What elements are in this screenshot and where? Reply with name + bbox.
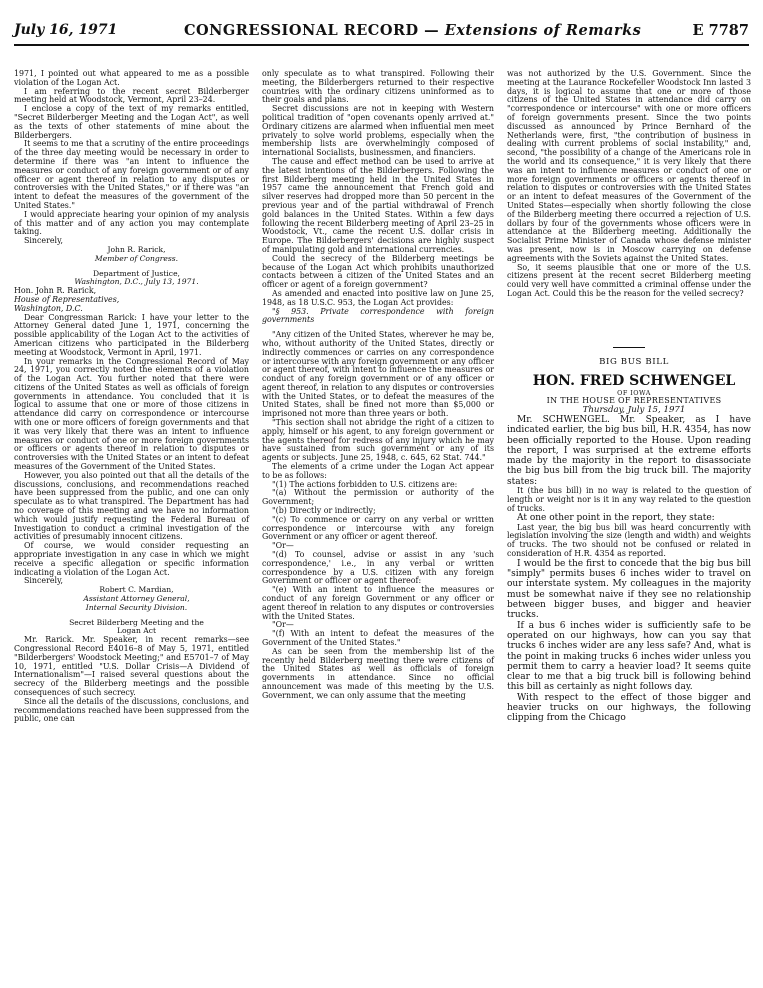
col3-paragraph-1: was not authorized by the U.S. Government. Since the meeting at the Laurance Rockefeller Woodstock Inn lasted 3 days, it is logical to assume that one or more of those citizens of the United States in attendance did carry on "correspondence or intercourse" with one or more officers of foreign governments present. Since the two points discussed as announced by Prince Bernhard of the Netherlands were, first, "the contribution of business in dealing with current problems of social instability," and, second, "the possibility of a change of the Americans role in the world and its consequence," it is very likely that there was an intent to influence measures or conduct of one or more foreign governments or officers or agents thereof in relation to disputes or controversies with the United States or an intent to defeat measures of the Government of the United States—especially when shortly following the close of the Bilderberg meeting there occurred a rejection of U.S. dollars by four of the governments whose officers were in attendance at the Bilderberg meeting. Additionally the Socialist Prime Minister of Canada whose defense minister was present, now is in Moscow carrying on defense agreements with the Soviets against the United States. [507, 69, 751, 263]
big-bus-remarks [507, 415, 751, 487]
col2-paragraph-4: Could the secrecy of the Bilderberg meetings be because of the Logan Act which prohibits unauthorized contacts between a citizen of the United States and an officer or agent of a foreign government? [262, 253, 494, 290]
header-title-main: CONGRESSIONAL RECORD [184, 22, 419, 39]
col1-paragraph-3: I enclose a copy of the text of my remarks entitled, "Secret Bilderberger Meeting and the Logan Act", as well as the texts of other statements of mine about the Bilderbergers. [14, 104, 249, 140]
subheading-line-2: Logan Act [116, 626, 157, 636]
col1-paragraph-10: Mr. Rarick. Mr. Speaker, in recent remarks—see Congressional Record E4016–8 of May 5, 1971, entitled "Bilderbergers' Woodstock Meeting;" and E5701–7 of May 10, 1971, entitled "U.S. Dollar Crisis—A Dividend of Internationalism"—I raised several questions about the secrecy of the Bilderberg meetings and the possible consequences of such secrecy. [14, 635, 249, 697]
address-line-3: Washington, D.C. [14, 303, 83, 313]
hearing-date: Thursday, July 15, 1971 [582, 405, 686, 416]
col1-paragraph-4: It seems to me that a scrutiny of the entire proceedings of the three day meeting would be necessary in order to determine if there was "an intent to influence the measures or conduct of any foreign government or of any officer or agent thereof in relation to any disputes or controversies with the United States," or if there was "an intent to defeat the measures of the government of the United States." [14, 139, 249, 210]
col2-paragraph-5: As amended and enacted into positive law on June 25, 1948, as 18 U.S.C. 953, the Logan Act provides: [262, 288, 494, 307]
col2-paragraph-7: As can be seen from the membership list of the recently held Bilderberg meeting there were citizens of the United States as well as officials of foreign governments in attendance. Since no official announcement was made of this meeting by the U.S. Government, we can only assume that the meeting [262, 646, 494, 700]
column-3 [507, 70, 751, 724]
col2-paragraph-2: Secret discussions are not in keeping with Western political tradition of "open covenants openly arrived at." Ordinary citizens are alarmed when influential men meet privately to solve world problems, especially when the membership lists are overwhelmingly composed of international Socialists, businessmen, and financiers. [262, 104, 494, 158]
signature-mardian-title-1: Assistant Attorney General, [83, 594, 190, 604]
law-quote-2: "This section shall not abridge the right of a citizen to apply, himself or his agent, to any foreign government or the agents thereof for redress of any injury which he may have sustained from such government or any of its agents or subjects. June 25, 1948, c. 645, 62 Stat. 744." [262, 418, 494, 463]
element-c: "(c) To commence or carry on any verbal or written correspondence or intercourse with any foreign Government or any officer or agent thereof. [262, 514, 494, 542]
signature-mardian-name: Robert C. Mardian, [99, 585, 174, 595]
col2-paragraph-1: only speculate as to what transpired. Following their meeting, the Bilderbergers returned to their respective countries with the ordinary citizens uninformed as to their goals and plans. [262, 69, 494, 105]
header-date: July 16, 1971 [14, 22, 118, 38]
col1-paragraph-7: In your remarks in the Congressional Record of May 24, 1971, you correctly noted the elements of a violation of the Logan Act. You further noted that there were citizens of the United States as well as officials of foreign governments in attendance. You concluded that it is logical to assume that one or more of those citizens in attendance did carry on correspondence or intercourse with one or more officers of foreign governments and that it was very likely that there was an intent to influence measures or conduct of one or more foreign governments or officers or agents thereof in relation to disputes or controversies with the United States or an intent to defeat measures of the Government of the United States. [14, 356, 249, 472]
bus-paragraph-5: With respect to the effect of those bigger and heavier trucks on our highways, the following clipping from the Chicago [507, 692, 751, 724]
speaker-name: HON. FRED SCHWENGEL [532, 372, 736, 389]
header-title-section: Extensions of Remarks [444, 22, 642, 39]
element-f: "(f) With an intent to defeat the measures of the Government of the United States." [262, 629, 494, 647]
col2-paragraph-3: The cause and effect method can be used to arrive at the latest intentions of the Bilderbergers. Following the first Bilderberg meeting held in the United States in 1957 came the announcement that French gold and silver reserves had dropped more than 50 percent in the previous year and of the partial withdrawal of French gold balances in the United States. Within a few days following the recent Bilderberg meeting of April 23–25 in Woodstock, Vt., came the recent U.S. dollar crisis in Europe. The Bilderbergers' decisions are highly suspect of manipulating gold and international currencies. [262, 156, 494, 254]
header-title [184, 22, 641, 39]
element-or-2: "Or— [272, 620, 294, 630]
letterhead-place-date: Washington, D.C., July 13, 1971. [74, 277, 199, 287]
signature-mardian-title-2: Internal Security Division. [85, 602, 188, 612]
column-2 [262, 70, 494, 701]
chamber-line: IN THE HOUSE OF REPRESENTATIVES [546, 396, 722, 406]
signature-rarick-title: Member of Congress. [94, 253, 179, 263]
col1-paragraph-9: Of course, we would consider requesting an appropriate investigation in any case in which we might receive a specific allegation or specific information indicating a violation of the Logan Act. [14, 541, 249, 577]
subheading-line-1: Secret Bilderberg Meeting and the [69, 617, 204, 627]
element-d: "(d) To counsel, advise or assist in any 'such correspondence,' i.e., in any verbal or written correspondence by a U.S. citizen with any foreign Government or officer or agent thereof: [262, 550, 494, 586]
letterhead-department: Department of Justice, [93, 268, 180, 278]
col1-paragraph-2: I am referring to the recent secret Bilderberger meeting held at Woodstock, Vermont, April 23–24. [14, 86, 249, 105]
col1-paragraph-8: However, you also pointed out that all the details of the discussions, conclusions, and recommendations reached have been suppressed from the public, and one can only speculate as to what transpired. The Department has had no coverage of this meeting and we have no information which would justify requesting the Federal Bureau of Investigation to conduct a criminal investigation of the activities of presumably innocent citizens. [14, 470, 249, 542]
section-divider [613, 347, 645, 348]
header-title-separator: — [418, 22, 445, 39]
page-header [14, 22, 749, 46]
element-or-1: "Or— [272, 541, 294, 551]
col1-paragraph-1: 1971, I pointed out what appeared to me as a possible violation of the Logan Act. [14, 69, 249, 87]
col1-paragraph-5: I would appreciate hearing your opinion of my analysis of this matter and of any action you may contemplate taking. [14, 209, 249, 237]
bus-quote-1: It (the bus bill) in no way is related to the question of length or weight nor is it in any way related to the question of trucks. [507, 485, 751, 513]
element-1: "(1) The actions forbidden to U.S. citizens are: [272, 479, 458, 489]
bus-paragraph-4: If a bus 6 inches wider is sufficiently safe to be operated on our highways, how can you say that trucks 6 inches wider are any less safe? And, what is the point in making trucks 6 inches wider unless you permit them to carry a heavier load? It seems quite clear to me that a big truck bill is following behind this bill as certainly as night follows day. [507, 620, 751, 693]
column-1 [14, 70, 249, 724]
address-line-1: Hon. John R. Rarick, [14, 286, 97, 296]
bus-paragraph-1: Mr. SCHWENGEL. Mr. Speaker, as I have indicated earlier, the big bus bill, H.R. 4354, has now been officially reported to the House. Upon reading the report, I was surprised at the extreme efforts made by the majority in the report to disassociate the big bus bill from the big truck bill. The majority states: [507, 414, 751, 487]
bus-paragraph-2: At one other point in the report, they state: [517, 513, 715, 524]
col2-paragraph-6: The elements of a crime under the Logan Act appear to be as follows: [262, 462, 494, 480]
law-quote-1: "Any citizen of the United States, wherever he may be, who, without authority of the United States, directly or indirectly commences or carries on any correspondence or intercourse with any foreign government or any officer or agent thereof, with intent to influence the measures or conduct of any foreign government or of any officer or agent thereof, in relation to any disputes or controversies with the United States, or to defeat the measures of the United States, shall be fined not more than $5,000 or imprisoned not more than three years or both. [262, 330, 494, 419]
bus-paragraph-3: I would be the first to concede that the big bus bill "simply" permits buses 6 inches wider to travel on our interstate system. My colleagues in the majority must be somewhat naive if they see no relationship between bigger buses, and bigger and heavier trucks. [507, 558, 751, 621]
law-section-heading: "§ 953. Private correspondence with foreign governments [262, 306, 494, 325]
col3-paragraph-2: So, it seems plausible that one or more of the U.S. citizens present at the recent secret Bilderberg meeting could very well have committed a criminal offense under the Logan Act. Could this be the reason for the veiled secrecy? [507, 262, 751, 298]
extension-title: BIG BUS BILL [599, 356, 669, 367]
bus-quote-2: Last year, the big bus bill was heard concurrently with legislation involving the size (length and width) and weights of trucks. The two should not be confused or related in consideration of H.R. 4354 as reported. [507, 522, 751, 559]
header-page-number: E 7787 [692, 22, 749, 39]
element-a: "(a) Without the permission or authority of the Government; [262, 488, 494, 507]
signature-rarick-name: John R. Rarick, [107, 244, 166, 254]
col1-paragraph-11: Since all the details of the discussions, conclusions, and recommendations reached have been suppressed from the public, one can [14, 696, 249, 724]
element-e: "(e) With an intent to influence the measures or conduct of any foreign Government or any officer or agent thereof in relation to any disputes or controversies with the United States. [262, 585, 494, 621]
col1-paragraph-6: Dear Congressman Rarick: I have your letter to the Attorney General dated June 1, 1971, concerning the possible applicability of the Logan Act to the activities of American citizens who participated in the Bilderberg meeting at Woodstock, Vermont in April, 1971. [14, 312, 249, 357]
element-b: "(b) Directly or indirectly; [272, 506, 376, 516]
address-line-2: House of Representatives, [14, 294, 120, 304]
closing-sincerely-1: Sincerely, [24, 236, 63, 246]
speaker-state: OF IOWA [617, 388, 651, 397]
closing-sincerely-2: Sincerely, [24, 576, 63, 586]
